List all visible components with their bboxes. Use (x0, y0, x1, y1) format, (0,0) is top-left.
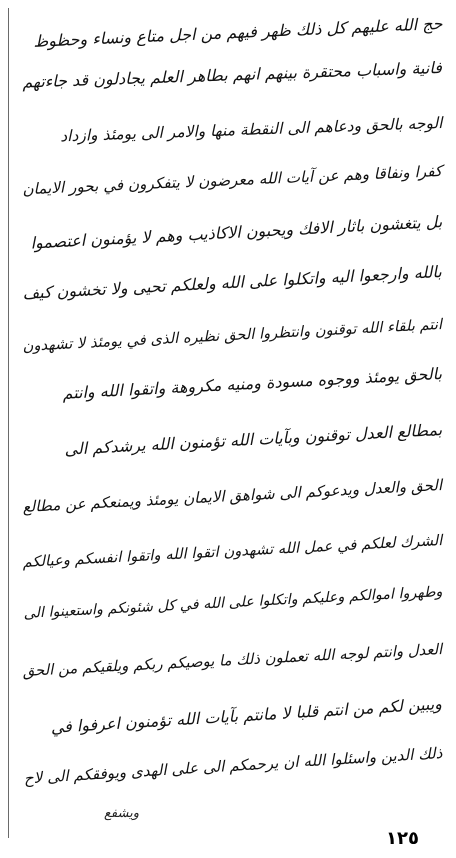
margin-rule (8, 8, 9, 838)
manuscript-line-11: الشرك لعلكم في عمل الله تشهدون اتقوا الله واتقوا انفسكم وعيالكم (21, 532, 443, 571)
manuscript-line-7: انتم بلقاء الله توقنون وانتظروا الحق نظيره الذى في يومئذ لا تشهدون (22, 316, 443, 355)
manuscript-line-2: فانية واسباب محتقرة بينهم انهم بطاهر العلم يجادلون قد جاءتهم (22, 58, 443, 92)
manuscript-line-15: ذلك الدين واسئلوا الله ان يرحمكم الى على الهدى ويوفقكم الى لاح (22, 744, 443, 788)
manuscript-line-13: العدل وانتم لوجه الله تعملون ذلك ما يوصيكم ربكم ويلقيكم من الحق (21, 640, 443, 680)
manuscript-line-5: بل يتغشون باثار الافك ويحبون الاكاذيب وهم لا يؤمنون اعتصموا (29, 212, 443, 253)
manuscript-line-12: وطهروا اموالكم وعليكم واتكلوا على الله في كل شئونكم واستعينوا الى (22, 584, 443, 622)
manuscript-text-block (14, 0, 448, 858)
manuscript-line-4: كفرا ونفاقا وهم عن آيات الله معرضون لا يتفكرون في بحور الايمان (21, 162, 443, 199)
page-number: ١٢٥ (386, 828, 419, 849)
manuscript-line-6: بالله وارجعوا اليه واتكلوا على الله ولعلكم تحيى ولا تخشون كيف (22, 262, 443, 303)
manuscript-line-9: بمطالع العدل توقنون وبآيات الله تؤمنون الله يرشدكم الى (63, 420, 443, 459)
catchword: ويشفع (104, 806, 139, 821)
manuscript-line-3: الوجه بالحق ودعاهم الى النقطة منها والامر الى يومئذ وازداد (59, 114, 443, 146)
manuscript-line-8: بالحق يومئذ ووجوه مسودة ومنيه مكروهة واتقوا الله وانتم (62, 364, 443, 403)
manuscript-line-10: الحق والعدل ويدعوكم الى شواهق الايمان يومئذ ويمنعكم عن مطالع (22, 476, 443, 516)
manuscript-line-14: ويبين لكم من انتم قلبا لا مانتم بآيات الله تؤمنون اعرفوا في (50, 694, 443, 737)
manuscript-line-1: حج الله عليهم كل ذلك ظهر فيهم من اجل متاع ونساء وحظوظ (32, 14, 443, 51)
